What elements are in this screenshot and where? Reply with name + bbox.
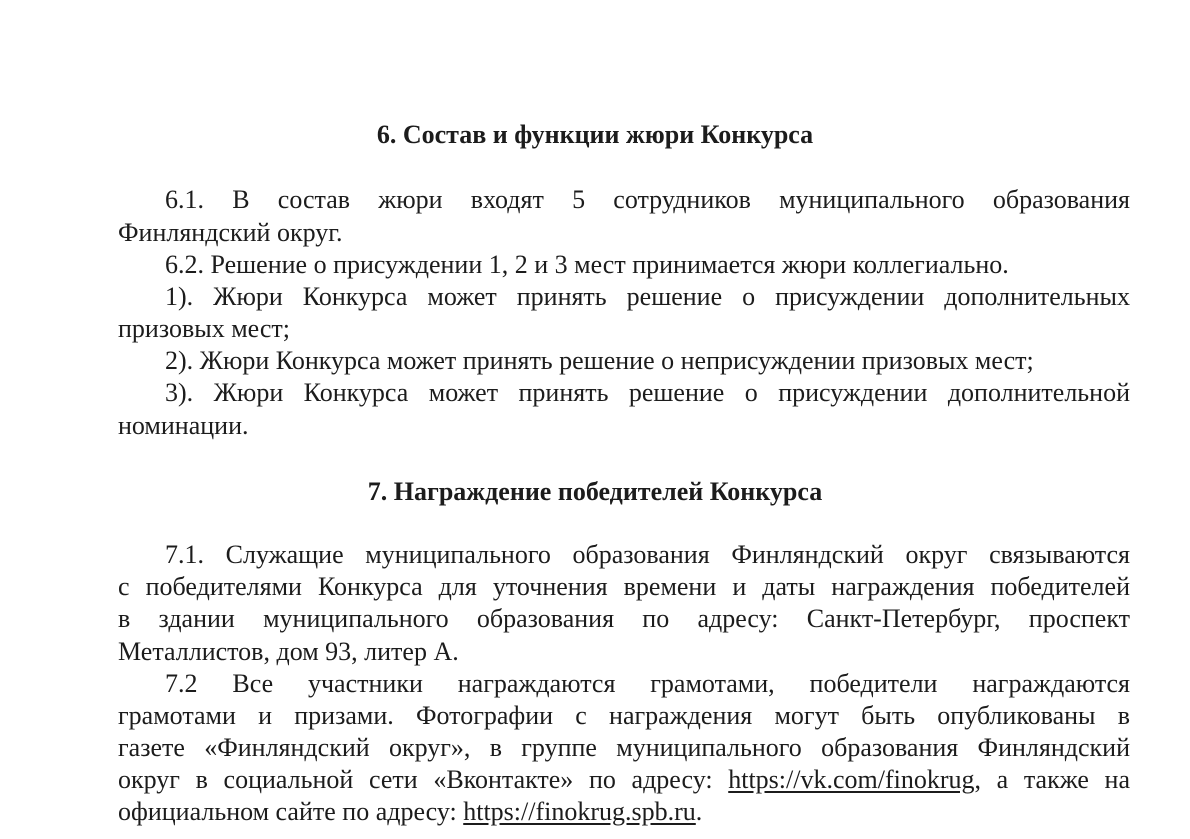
paragraph-6-2: 6.2. Решение о присуждении 1, 2 и 3 мест принимается жюри коллегиально. xyxy=(165,250,1009,279)
paragraph-6-1-line-2: Финляндский округ. xyxy=(118,218,343,247)
paragraph-7-2-line-1: 7.2 Все участники награждаются грамотами, победители награждаются xyxy=(165,669,1130,698)
section-6-heading: 6. Состав и функции жюри Конкурса xyxy=(376,120,814,149)
item-2: 2). Жюри Конкурса может принять решение о неприсуждении призовых мест; xyxy=(165,346,1034,375)
paragraph-7-2-line-3: газете «Финляндский округ», в группе муниципального образования Финляндский xyxy=(118,733,1130,762)
item-1-line-1: 1). Жюри Конкурса может принять решение о присуждении дополнительных xyxy=(165,282,1130,311)
paragraph-6-1-line-1: 6.1. В состав жюри входят 5 сотрудников муниципального образования xyxy=(165,185,1130,214)
paragraph-7-2-line-5 xyxy=(118,796,702,828)
line-5-prefix: официальном сайте по адресу: xyxy=(118,797,464,826)
paragraph-7-2-line-2: грамотами и призами. Фотографии с награждения могут быть опубликованы в xyxy=(118,701,1130,730)
line-5-suffix: . xyxy=(695,797,703,826)
item-3-line-2: номинации. xyxy=(118,411,249,440)
paragraph-7-1-line-2: с победителями Конкурса для уточнения времени и даты награждения победителей xyxy=(118,572,1130,601)
item-1-line-2: призовых мест; xyxy=(118,314,290,343)
paragraph-7-1-line-4: Металлистов, дом 93, литер А. xyxy=(118,637,459,666)
line-4-suffix: , а также на xyxy=(974,765,1130,794)
paragraph-7-1-line-1: 7.1. Служащие муниципального образования Финляндский округ связываются xyxy=(165,540,1130,569)
line-4-prefix: округ в социальной сети «Вконтакте» по адресу: xyxy=(118,765,729,794)
paragraph-7-1-line-3: в здании муниципального образования по адресу: Санкт-Петербург, проспект xyxy=(118,604,1130,633)
item-3-line-1: 3). Жюри Конкурса может принять решение о присуждении дополнительной xyxy=(165,378,1130,407)
vk-link[interactable]: https://vk.com/finokrug xyxy=(728,765,975,794)
section-7-heading: 7. Награждение победителей Конкурса xyxy=(367,477,823,506)
paragraph-7-2-line-4 xyxy=(118,764,1130,796)
website-link[interactable]: https://finokrug.spb.ru xyxy=(463,797,696,826)
